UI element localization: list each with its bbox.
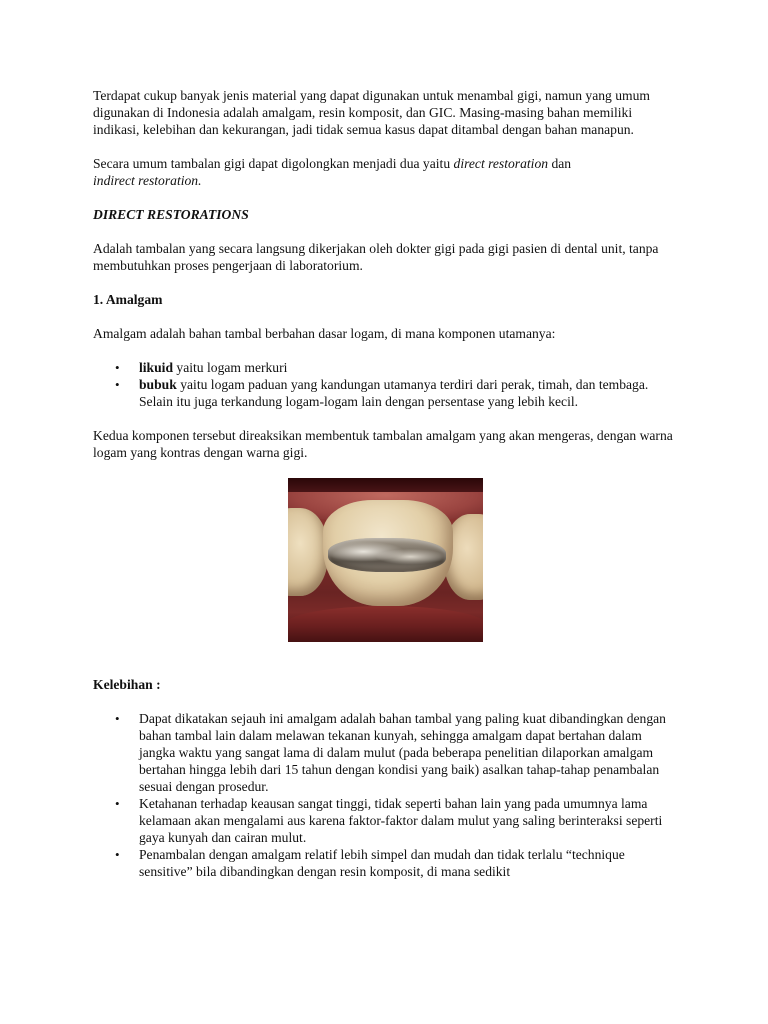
direct-restoration-term: direct restoration: [453, 156, 549, 171]
component-description: yaitu logam paduan yang kandungan utamanya terdiri dari perak, timah, dan tembaga. Selain itu juga terkandung logam-logam lain dengan persentase yang lebih kecil.: [139, 377, 649, 409]
photo-container: [93, 478, 678, 642]
advantages-heading: Kelebihan :: [93, 677, 161, 692]
list-item: [139, 359, 678, 376]
classification-connector: dan: [548, 156, 572, 171]
amalgam-components-list: [93, 359, 678, 410]
list-item: [139, 376, 678, 410]
indirect-restoration-term: indirect restoration.: [93, 173, 202, 188]
component-term: bubuk: [139, 377, 177, 392]
amalgam-heading: 1. Amalgam: [93, 292, 163, 307]
component-description: yaitu logam merkuri: [173, 360, 288, 375]
component-term: likuid: [139, 360, 174, 375]
amalgam-intro-paragraph: Amalgam adalah bahan tambal berbahan dasar logam, di mana komponen utamanya:: [93, 326, 556, 341]
classification-text: Secara umum tambalan gigi dapat digolongkan menjadi dua yaitu: [93, 156, 454, 171]
section-heading-direct-restorations: DIRECT RESTORATIONS: [93, 207, 249, 222]
amalgam-reaction-paragraph: Kedua komponen tersebut direaksikan membentuk tambalan amalgam yang akan mengeras, dengan warna logam yang kontras dengan warna gigi.: [93, 428, 673, 460]
direct-definition-paragraph: Adalah tambalan yang secara langsung dikerjakan oleh dokter gigi pada gigi pasien di dental unit, tanpa membutuhkan proses pengerjaan di laboratorium.: [93, 241, 659, 273]
list-item: • Ketahanan terhadap keausan sangat tinggi, tidak seperti bahan lain yang pada umumnya lama kelamaan akan mengalami aus karena faktor-faktor dalam mulut yang saling berinteraksi seperti gaya kunyah dan cairan mulut.: [139, 795, 678, 846]
list-item: • Penambalan dengan amalgam relatif lebih simpel dan mudah dan tidak terlalu “technique sensitive” bila dibandingkan dengan resin komposit, di mana sedikit: [139, 846, 678, 880]
document-body: [93, 87, 678, 897]
list-item: • Dapat dikatakan sejauh ini amalgam adalah bahan tambal yang paling kuat dibandingkan dengan bahan tambal lain dalam melawan tekanan kunyah, sehingga amalgam dapat bertahan dalam jangka waktu yang sangat lama di dalam mulut (pada beberapa penelitian dilaporkan amalgam bertahan hingga lebih dari 15 tahun dengan kondisi yang baik) asalkan tahap-tahap penambalan sesuai dengan prosedur.: [139, 710, 678, 795]
amalgam-filling-photo: [288, 478, 483, 642]
intro-paragraph: Terdapat cukup banyak jenis material yang dapat digunakan untuk menambal gigi, namun yang umum digunakan di Indonesia adalah amalgam, resin komposit, dan GIC. Masing-masing bahan memiliki indikasi, kelebihan dan kekurangan, jadi tidak semua kasus dapat ditambal dengan bahan manapun.: [93, 88, 650, 137]
advantages-list: [93, 710, 678, 880]
classification-paragraph: [93, 155, 678, 189]
